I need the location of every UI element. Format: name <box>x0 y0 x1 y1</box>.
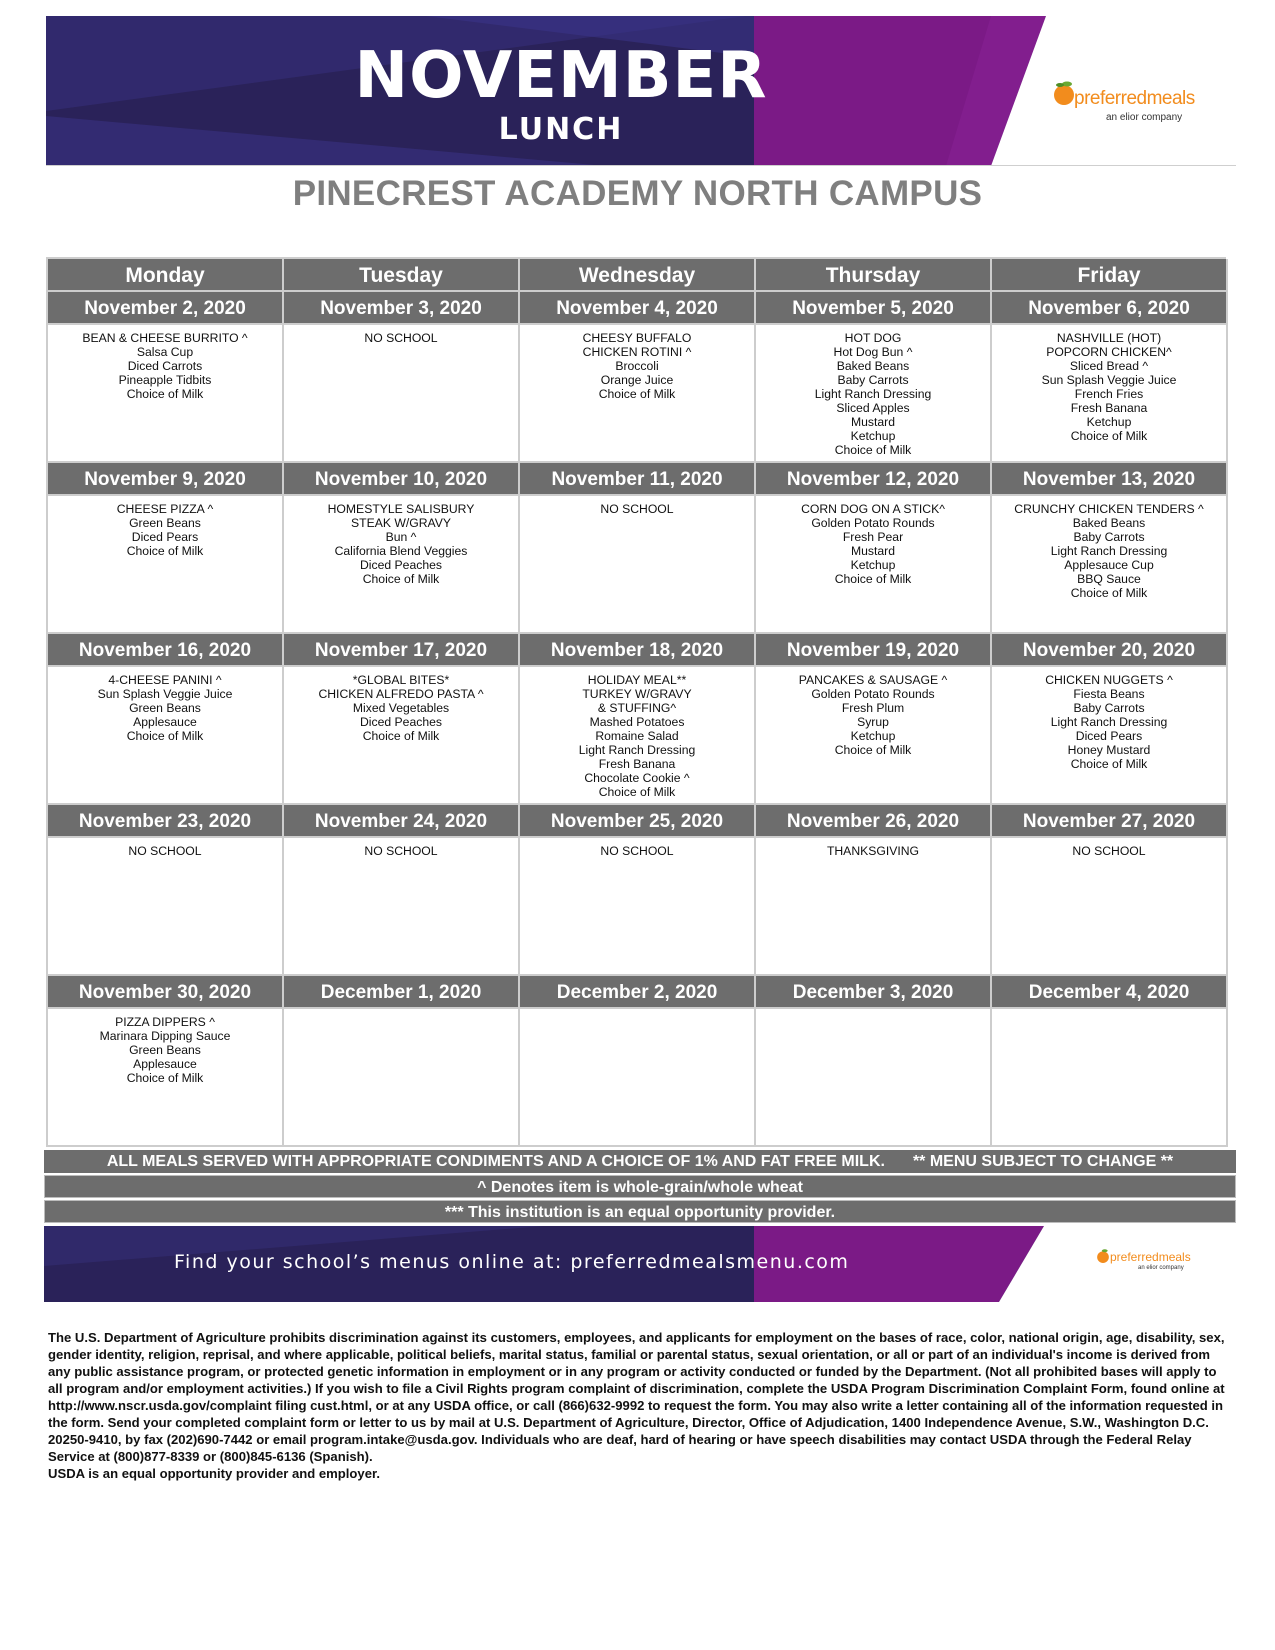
menu-item: NO SCHOOL <box>364 844 438 858</box>
menu-item: Green Beans <box>129 701 201 715</box>
day-header-wednesday: Wednesday <box>520 259 756 292</box>
date-header: December 2, 2020 <box>520 976 756 1009</box>
menu-item: TURKEY W/GRAVY <box>582 687 692 701</box>
menu-item: Choice of Milk <box>834 743 912 757</box>
menu-item: Light Ranch Dressing <box>1050 715 1168 729</box>
menu-item: Choice of Milk <box>598 785 676 799</box>
header-banner <box>46 16 1236 166</box>
menu-cell <box>284 838 520 976</box>
date-header: November 9, 2020 <box>48 463 284 496</box>
menu-cell <box>992 325 1228 463</box>
orange-fruit-icon <box>1052 80 1076 106</box>
menu-item: Choice of Milk <box>126 544 204 558</box>
menu-item: THANKSGIVING <box>826 844 920 858</box>
menu-item: Fiesta Beans <box>1073 687 1145 701</box>
menu-cell <box>48 496 284 634</box>
menu-cell <box>284 667 520 805</box>
menu-item: Baby Carrots <box>1073 701 1145 715</box>
menu-item: CHICKEN ALFREDO PASTA ^ <box>318 687 484 701</box>
menu-cell <box>284 325 520 463</box>
menu-cell <box>992 496 1228 634</box>
date-header: November 11, 2020 <box>520 463 756 496</box>
menu-item: & STUFFING^ <box>597 701 677 715</box>
menu-item: CHEESE PIZZA ^ <box>116 502 214 516</box>
footer-logo-brand: preferredmeals <box>1110 1250 1191 1264</box>
footer-logo <box>1094 1246 1224 1286</box>
menu-item: Romaine Salad <box>595 729 679 743</box>
menu-item: CORN DOG ON A STICK^ <box>801 502 945 516</box>
menu-item: Fresh Plum <box>841 701 905 715</box>
menu-item: NO SCHOOL <box>364 331 438 345</box>
menu-item: PIZZA DIPPERS ^ <box>115 1015 215 1029</box>
menu-item: HOLIDAY MEAL** <box>587 673 687 687</box>
preferred-meals-logo <box>1044 64 1224 134</box>
menu-item: Honey Mustard <box>1067 743 1151 757</box>
date-header: November 13, 2020 <box>992 463 1228 496</box>
menu-item: Sun Splash Veggie Juice <box>1041 373 1177 387</box>
menu-item: Green Beans <box>129 516 201 530</box>
menu-item: Diced Pears <box>1075 729 1143 743</box>
menu-item: Baby Carrots <box>837 373 909 387</box>
menu-item: 4-CHEESE PANINI ^ <box>108 673 222 687</box>
menu-item: Fresh Banana <box>1070 401 1148 415</box>
menu-item: Diced Peaches <box>360 558 442 572</box>
menu-item: Choice of Milk <box>362 572 440 586</box>
header-divider <box>46 165 1236 166</box>
menu-item: Choice of Milk <box>126 1071 204 1085</box>
date-header: November 5, 2020 <box>756 292 992 325</box>
date-header: November 30, 2020 <box>48 976 284 1009</box>
menu-item: Diced Peaches <box>360 715 442 729</box>
meal-type: LUNCH <box>498 112 624 147</box>
date-header: November 10, 2020 <box>284 463 520 496</box>
menu-cell <box>48 838 284 976</box>
menu-item: PANCAKES & SAUSAGE ^ <box>798 673 948 687</box>
nondiscrimination-text: The U.S. Department of Agriculture prohibits discrimination against its customers, employees, and applicants for employment on the bases of race, color, national origin, age, disability, sex, gender identity, religion, reprisal, and where applicable, political beliefs, marital status, familial or parental status, sexual orientation, or all or part of an individual's income is derived from any public assistance program, or protected genetic information in employment or in any program or activity conducted or funded by the Department. (Not all prohibited bases will apply to all program and/or employment activities.) If you wish to file a Civil Rights program complaint of discrimination, complete the USDA Program Discrimination Complaint Form, found online at http://www.nscr.usda.gov/complaint filing cust.html, or at any USDA office, or call (866)632-9992 to request the form. You may also write a letter containing all of the information requested in the form. Send your completed complaint form or letter to us by mail at U.S. Department of Agriculture, Director, Office of Adjudication, 1400 Independence Avenue, S.W., Washington D.C. 20250-9410, by fax (202)690-7442 or email program.intake@usda.gov. Individuals who are deaf, hard of hearing or have speech disabilities may contact USDA through the Federal Relay Service at (800)877-8339 or (800)845-6136 (Spanish). <box>48 1330 1225 1464</box>
menu-item: Choice of Milk <box>834 572 912 586</box>
menu-item: STEAK W/GRAVY <box>351 516 451 530</box>
menu-item: Golden Potato Rounds <box>811 516 935 530</box>
menu-item: Baked Beans <box>836 359 910 373</box>
footer-banner <box>44 1226 1236 1302</box>
menu-item: Diced Pears <box>131 530 199 544</box>
menu-item: NO SCHOOL <box>600 502 674 516</box>
menu-item: Orange Juice <box>600 373 674 387</box>
menu-cell <box>284 496 520 634</box>
menu-item: Choice of Milk <box>834 443 912 457</box>
day-header-thursday: Thursday <box>756 259 992 292</box>
menu-item: Mustard <box>850 415 896 429</box>
menu-item: Mixed Vegetables <box>352 701 450 715</box>
date-header: November 27, 2020 <box>992 805 1228 838</box>
date-header: December 4, 2020 <box>992 976 1228 1009</box>
menu-cell <box>756 1009 992 1147</box>
menu-item: California Blend Veggies <box>334 544 468 558</box>
menu-cell <box>520 496 756 634</box>
date-header: November 20, 2020 <box>992 634 1228 667</box>
menu-item: Choice of Milk <box>1070 757 1148 771</box>
menu-item: Sliced Bread ^ <box>1069 359 1149 373</box>
menu-item: NO SCHOOL <box>600 844 674 858</box>
menu-item: Pineapple Tidbits <box>118 373 212 387</box>
menu-item: Golden Potato Rounds <box>811 687 935 701</box>
menu-cell <box>48 325 284 463</box>
menu-item: Light Ranch Dressing <box>1050 544 1168 558</box>
date-header: November 16, 2020 <box>48 634 284 667</box>
menu-item: NASHVILLE (HOT) <box>1056 331 1162 345</box>
menu-item: Ketchup <box>850 729 896 743</box>
menu-calendar <box>46 257 1226 1147</box>
menu-cell <box>520 1009 756 1147</box>
day-header-friday: Friday <box>992 259 1228 292</box>
menu-item: Mashed Potatoes <box>589 715 685 729</box>
date-header: December 3, 2020 <box>756 976 992 1009</box>
menu-cell <box>520 667 756 805</box>
menu-item: Bun ^ <box>385 530 417 544</box>
equal-employer-text: USDA is an equal opportunity provider and employer. <box>48 1466 381 1481</box>
menu-item: BEAN & CHEESE BURRITO ^ <box>82 331 248 345</box>
menu-cell <box>992 667 1228 805</box>
date-header: November 24, 2020 <box>284 805 520 838</box>
logo-subtitle: an elior company <box>1106 112 1183 123</box>
date-header: November 4, 2020 <box>520 292 756 325</box>
menus-online-link[interactable]: Find your school’s menus online at: preferredmealsmenu.com <box>174 1251 850 1273</box>
date-header: November 17, 2020 <box>284 634 520 667</box>
menu-item: Light Ranch Dressing <box>814 387 932 401</box>
menu-item: Ketchup <box>1086 415 1132 429</box>
menu-item: NO SCHOOL <box>1072 844 1146 858</box>
menu-item: Light Ranch Dressing <box>578 743 696 757</box>
menu-item: Baked Beans <box>1072 516 1146 530</box>
menu-cell <box>48 1009 284 1147</box>
menu-cell <box>520 325 756 463</box>
menu-item: Salsa Cup <box>136 345 194 359</box>
month-title: NOVEMBER <box>354 39 768 113</box>
menu-item: CRUNCHY CHICKEN TENDERS ^ <box>1014 502 1204 516</box>
menu-item: Choice of Milk <box>126 729 204 743</box>
date-header: December 1, 2020 <box>284 976 520 1009</box>
menu-cell <box>520 838 756 976</box>
menu-cell <box>756 838 992 976</box>
date-header: November 2, 2020 <box>48 292 284 325</box>
orange-fruit-icon <box>1096 1248 1110 1264</box>
menu-item: Sliced Apples <box>836 401 910 415</box>
date-header: November 3, 2020 <box>284 292 520 325</box>
menu-item: HOMESTYLE SALISBURY <box>327 502 475 516</box>
menu-item: Ketchup <box>850 558 896 572</box>
menu-item: Marinara Dipping Sauce <box>99 1029 231 1043</box>
menu-item: Baby Carrots <box>1073 530 1145 544</box>
logo-brand-text: preferredmeals <box>1074 88 1195 109</box>
menu-item: CHICKEN NUGGETS ^ <box>1045 673 1173 687</box>
menu-item: Choice of Milk <box>126 387 204 401</box>
menu-cell <box>284 1009 520 1147</box>
date-header: November 6, 2020 <box>992 292 1228 325</box>
menu-item: Applesauce <box>133 1057 197 1071</box>
date-header: November 12, 2020 <box>756 463 992 496</box>
menu-item: French Fries <box>1074 387 1144 401</box>
school-name: PINECREST ACADEMY NORTH CAMPUS <box>292 174 983 213</box>
menu-item: Hot Dog Bun ^ <box>833 345 913 359</box>
menu-item: Applesauce <box>133 715 197 729</box>
condiments-notice-bar <box>44 1150 1236 1173</box>
menu-item: *GLOBAL BITES* <box>352 673 450 687</box>
menu-item: Broccoli <box>615 359 659 373</box>
footer-logo-subtitle: an elior company <box>1138 1265 1184 1271</box>
menu-item: CHEESY BUFFALO <box>582 331 692 345</box>
day-header-monday: Monday <box>48 259 284 292</box>
menu-change-notice: ** MENU SUBJECT TO CHANGE ** <box>912 1153 1174 1170</box>
date-header: November 25, 2020 <box>520 805 756 838</box>
menu-cell <box>48 667 284 805</box>
menu-item: NO SCHOOL <box>128 844 202 858</box>
menu-cell <box>756 667 992 805</box>
menu-item: Choice of Milk <box>598 387 676 401</box>
menu-item: Mustard <box>850 544 896 558</box>
menu-item: Ketchup <box>850 429 896 443</box>
menu-item: Diced Carrots <box>127 359 203 373</box>
date-header: November 26, 2020 <box>756 805 992 838</box>
condiments-notice: ALL MEALS SERVED WITH APPROPRIATE CONDIMENTS AND A CHOICE OF 1% AND FAT FREE MILK. <box>106 1153 885 1170</box>
menu-cell <box>992 1009 1228 1147</box>
menu-item: Sun Splash Veggie Juice <box>97 687 233 701</box>
equal-opportunity-notice: *** This institution is an equal opportunity provider. <box>44 1200 1236 1223</box>
menu-item: Fresh Pear <box>842 530 904 544</box>
menu-item: BBQ Sauce <box>1077 572 1141 586</box>
menu-item: Choice of Milk <box>1070 429 1148 443</box>
menu-cell <box>756 496 992 634</box>
menu-item: Syrup <box>857 715 889 729</box>
menu-item: Green Beans <box>129 1043 201 1057</box>
menu-item: Applesauce Cup <box>1064 558 1154 572</box>
usda-nondiscrimination-statement <box>48 1329 1228 1482</box>
menu-cell <box>992 838 1228 976</box>
whole-grain-notice: ^ Denotes item is whole-grain/whole wheat <box>44 1175 1236 1198</box>
date-header: November 23, 2020 <box>48 805 284 838</box>
menu-item: Chocolate Cookie ^ <box>584 771 690 785</box>
menu-item: CHICKEN ROTINI ^ <box>582 345 692 359</box>
menu-item: POPCORN CHICKEN^ <box>1046 345 1172 359</box>
menu-item: Choice of Milk <box>362 729 440 743</box>
menu-cell <box>756 325 992 463</box>
day-header-tuesday: Tuesday <box>284 259 520 292</box>
date-header: November 19, 2020 <box>756 634 992 667</box>
menu-item: Fresh Banana <box>598 757 676 771</box>
menu-item: Choice of Milk <box>1070 586 1148 600</box>
menu-item: HOT DOG <box>844 331 902 345</box>
date-header: November 18, 2020 <box>520 634 756 667</box>
